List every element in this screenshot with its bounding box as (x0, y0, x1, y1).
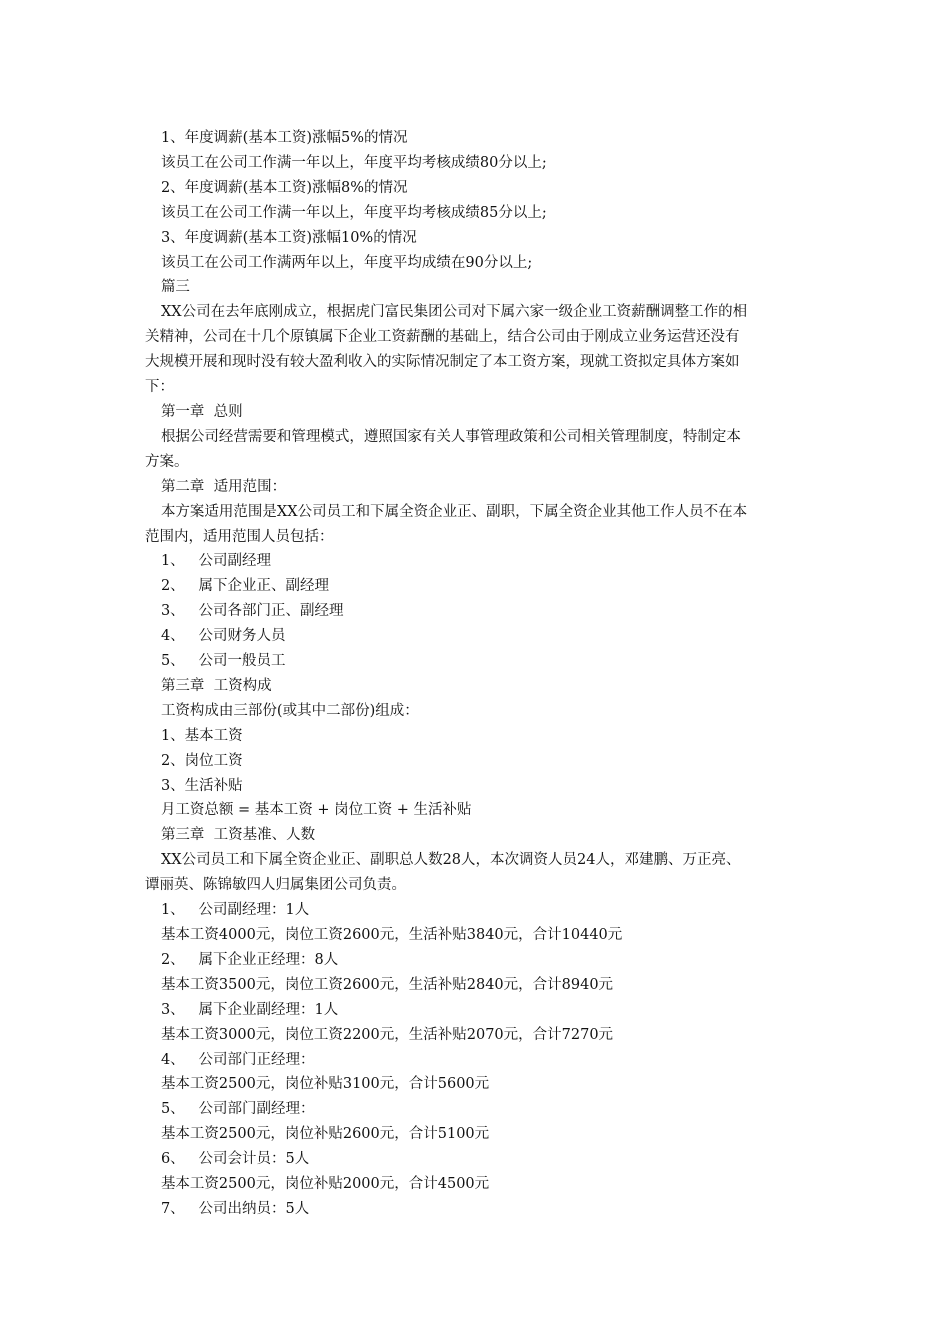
list-item: 5、 公司一般员工 (160, 653, 286, 670)
formula-line: 月工资总额 = 基本工资 + 岗位工资 + 生活补贴 (160, 802, 472, 819)
paragraph-line: 工资构成由三部份(或其中二部份)组成： (160, 702, 419, 719)
list-item: 5、 公司部门副经理： (160, 1101, 315, 1118)
paragraph-line: XX公司员工和下属全资企业正、副职总人数28人，本次调资人员24人，邓建鹏、万正亮、 (160, 852, 741, 869)
chapter-heading: 第三章 工资基准、人数 (160, 827, 316, 844)
condition-text: 该员工在公司工作满一年以上，年度平均考核成绩80分以上; (160, 154, 547, 171)
list-item: 2、岗位工资 (160, 752, 243, 769)
list-item: 3、 属下企业副经理：1人 (160, 1001, 339, 1018)
salary-detail: 基本工资2500元，岗位补贴3100元，合计5600元 (160, 1076, 490, 1093)
chapter-heading: 第一章 总则 (160, 403, 243, 420)
salary-detail: 基本工资3500元，岗位工资2600元，生活补贴2840元，合计8940元 (160, 976, 614, 993)
list-item: 1、 公司副经理 (160, 553, 271, 570)
salary-detail: 基本工资2500元，岗位补贴2600元，合计5100元 (160, 1126, 490, 1143)
paragraph-line: 大规模开展和现时没有较大盈利收入的实际情况制定了本工资方案，现就工资拟定具体方案如 (145, 354, 740, 371)
section-heading: 篇三 (160, 279, 190, 296)
paragraph-line: 谭丽英、陈锦敏四人归属集团公司负责。 (145, 877, 406, 894)
clause-raise-8pct: 2、年度调薪(基本工资)涨幅8%的情况 (160, 179, 408, 196)
clause-raise-5pct: 1、年度调薪(基本工资)涨幅5%的情况 (160, 130, 408, 146)
condition-text: 该员工在公司工作满一年以上，年度平均考核成绩85分以上; (160, 204, 547, 221)
chapter-heading: 第二章 适用范围： (160, 478, 287, 495)
chapter-heading: 第三章 工资构成 (160, 677, 272, 694)
paragraph-line: 范围内，适用范围人员包括： (145, 528, 334, 545)
salary-detail: 基本工资4000元，岗位工资2600元，生活补贴3840元，合计10440元 (160, 927, 623, 943)
paragraph-line: 关精神，公司在十几个原镇属下企业工资薪酬的基础上，结合公司由于刚成立业务运营还没有 (145, 329, 740, 346)
clause-raise-10pct: 3、年度调薪(基本工资)涨幅10%的情况 (160, 229, 417, 246)
list-item: 2、 属下企业正经理：8人 (160, 951, 339, 968)
list-item: 3、生活补贴 (160, 777, 243, 794)
paragraph-line: 下： (145, 379, 174, 396)
salary-detail: 基本工资2500元，岗位补贴2000元，合计4500元 (160, 1176, 490, 1193)
list-item: 6、 公司会计员：5人 (160, 1151, 310, 1168)
list-item: 1、 公司副经理：1人 (160, 902, 310, 919)
list-item: 1、基本工资 (160, 727, 243, 744)
list-item: 4、 公司部门正经理： (160, 1051, 315, 1068)
paragraph-line: 根据公司经营需要和管理模式，遵照国家有关人事管理政策和公司相关管理制度，特制定本 (160, 428, 741, 445)
paragraph-line: 本方案适用范围是XX公司员工和下属全资企业正、副职，下属全资企业其他工作人员不在本 (160, 503, 748, 520)
salary-detail: 基本工资3000元，岗位工资2200元，生活补贴2070元，合计7270元 (160, 1026, 614, 1043)
list-item: 3、 公司各部门正、副经理 (160, 603, 344, 620)
condition-text: 该员工在公司工作满两年以上，年度平均成绩在90分以上; (160, 254, 533, 271)
paragraph-line: XX公司在去年底刚成立，根据虎门富民集团公司对下属六家一级企业工资薪酬调整工作的相 (160, 304, 748, 321)
list-item: 2、 属下企业正、副经理 (160, 578, 329, 595)
document-page (145, 126, 810, 1222)
list-item: 7、 公司出纳员：5人 (160, 1200, 310, 1217)
paragraph-line: 方案。 (145, 453, 189, 470)
list-item: 4、 公司财务人员 (160, 628, 286, 645)
